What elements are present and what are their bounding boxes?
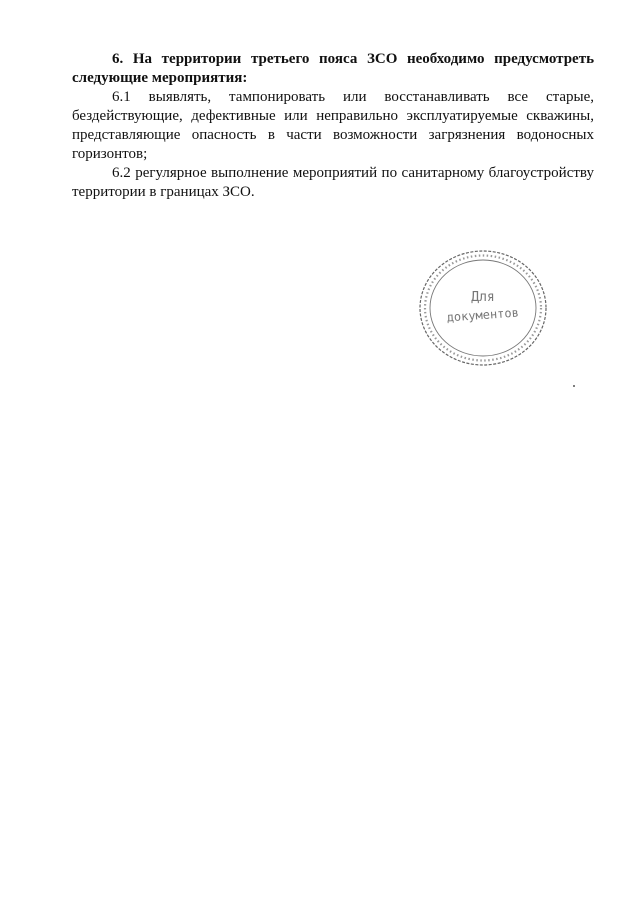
stamp-text-line1: Для [471,290,495,305]
round-seal-stamp [416,246,550,370]
scan-speck [573,385,575,387]
list-item-6-1: 6.1 выявлять, тампонировать или восстанавливать все старые, бездействующие, дефективные или неправильно эксплуатируемые скважины, представляющие опасность в части возможности загрязнения водоносных горизонтов; [72,89,594,162]
list-item-6-2: 6.2 регулярное выполнение мероприятий по санитарному благоустройству территории в границах ЗСО. [72,165,594,200]
document-body [72,50,594,202]
stamp-text-line2: документов [446,305,520,325]
section-heading: 6. На территории третьего пояса ЗСО необходимо предусмотреть следующие мероприятия: [72,51,594,86]
